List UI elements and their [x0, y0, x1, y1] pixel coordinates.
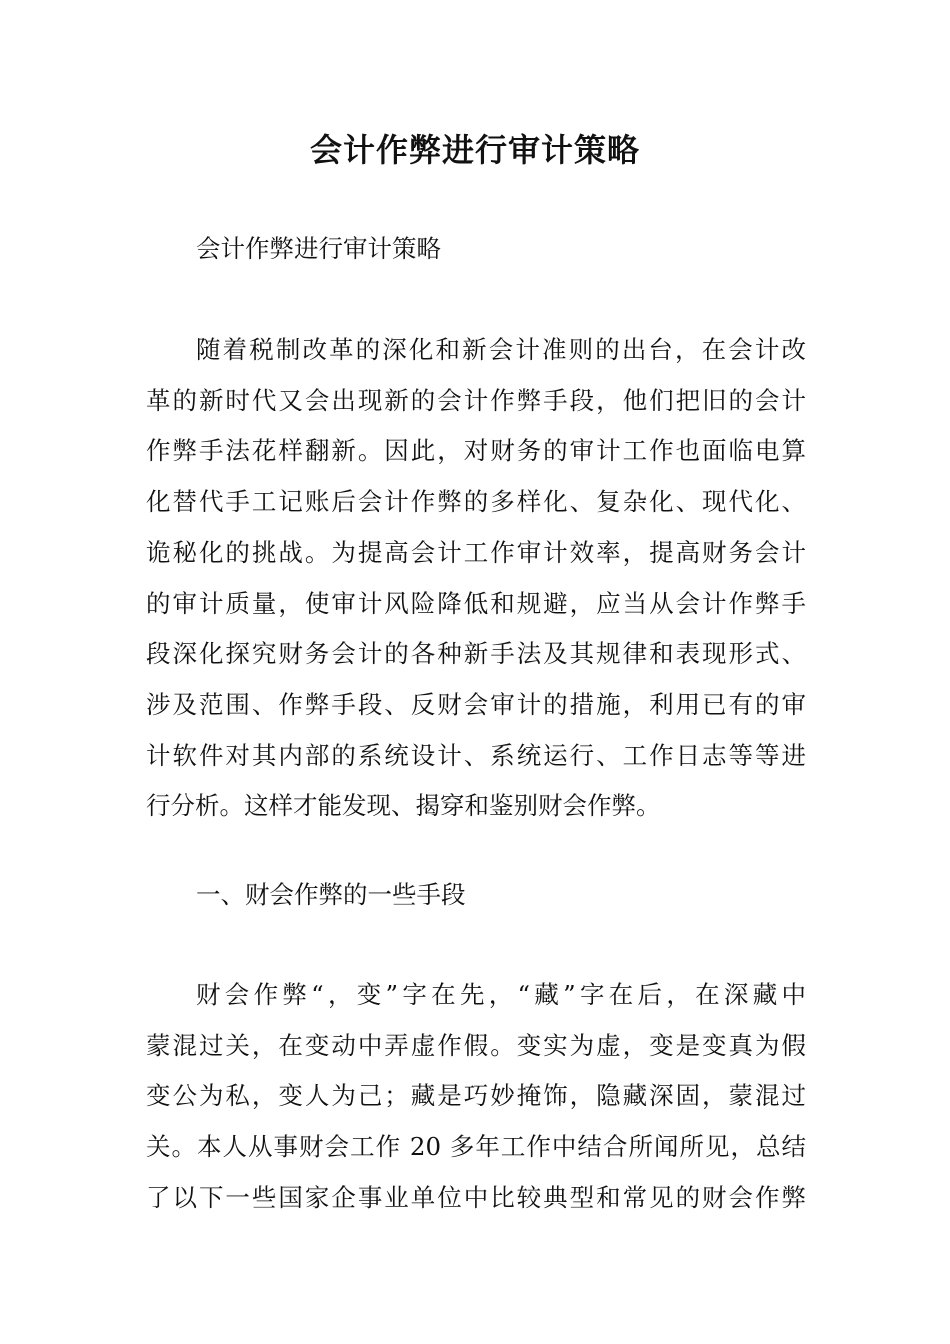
section-heading [146, 870, 806, 921]
intro-line-8: 涉及范围、作弊手段、反财会审计的措施，利用已有的审 [146, 689, 806, 719]
intro-line-1: 随着税制改革的深化和新会计准则的出台，在会计改 [196, 335, 806, 364]
intro-line-10: 行分析。这样才能发现、揭穿和鉴别财会作弊。 [146, 791, 661, 821]
section-heading-text: 一、财会作弊的一些手段 [196, 880, 466, 909]
intro-line-7: 段深化探究财务会计的各种新手法及其规律和表现形式、 [146, 639, 806, 669]
intro-line-2: 革的新时代又会出现新的会计作弊手段，他们把旧的会计 [146, 385, 806, 415]
section-line-3: 变公为私，变人为己；藏是巧妙掩饰，隐藏深固，蒙混过 [146, 1081, 806, 1111]
intro-paragraph [146, 325, 806, 832]
subtitle-line: 会计作弊进行审计策略 [196, 234, 441, 263]
section-line-2: 蒙混过关，在变动中弄虚作假。变实为虚，变是变真为假 [146, 1030, 806, 1060]
intro-line-4: 化替代手工记账后会计作弊的多样化、复杂化、现代化、 [146, 487, 806, 517]
intro-line-3: 作弊手法花样翻新。因此，对财务的审计工作也面临电算 [146, 436, 806, 466]
intro-line-6: 的审计质量，使审计风险降低和规避，应当从会计作弊手 [146, 588, 806, 618]
document-subtitle [146, 224, 806, 275]
intro-line-5: 诡秘化的挑战。为提高会计工作审计效率，提高财务会计 [146, 537, 806, 567]
section-line-1: 财会作弊“，变”字在先，“藏”字在后，在深藏中 [196, 980, 806, 1009]
intro-line-9: 计软件对其内部的系统设计、系统运行、工作日志等等进 [146, 740, 806, 770]
section-line-5: 了以下一些国家企事业单位中比较典型和常见的财会作弊 [146, 1182, 806, 1212]
document-title: 会计作弊进行审计策略 [309, 131, 640, 169]
section-line-4: 关。本人从事财会工作 20 多年工作中结合所闻所见，总结 [146, 1132, 806, 1162]
section-paragraph [146, 970, 806, 1224]
